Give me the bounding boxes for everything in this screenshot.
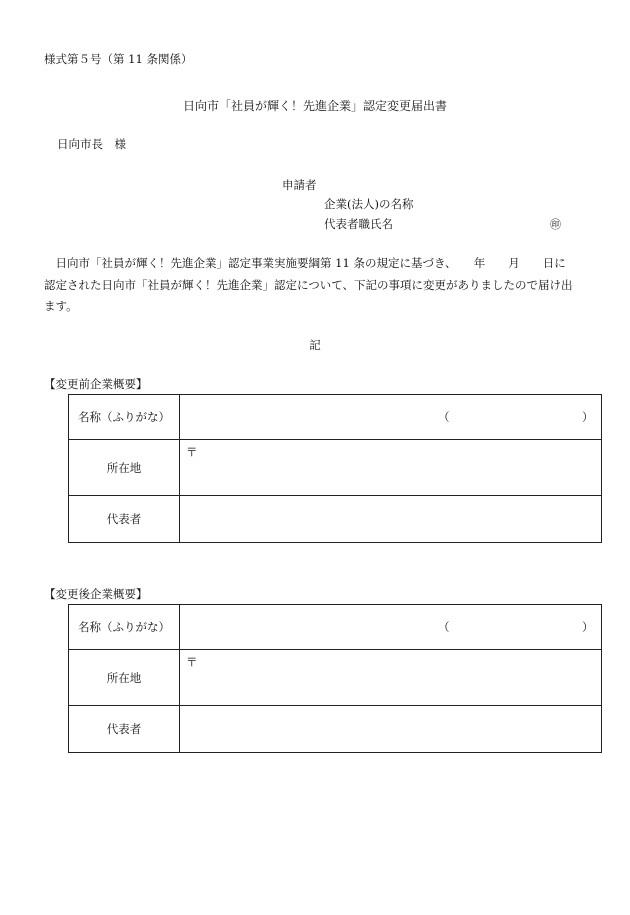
representative-header: 代表者 xyxy=(69,496,180,543)
table-row xyxy=(69,706,602,753)
representative-header: 代表者 xyxy=(69,706,180,753)
ki-heading: 記 xyxy=(309,338,321,352)
company-name-label: 企業(法人)の名称 xyxy=(324,197,414,211)
table-row xyxy=(69,440,602,496)
after-section-label: 【変更後企業概要】 xyxy=(44,587,148,601)
document-title: 日向市「社員が輝く！先進企業」認定変更届出書 xyxy=(182,99,447,113)
name-field[interactable] xyxy=(180,395,602,440)
body-line: ます。 xyxy=(44,299,78,313)
name-header: 名称（ふりがな） xyxy=(69,395,180,440)
table-row xyxy=(69,496,602,543)
address-header: 所在地 xyxy=(69,650,180,706)
paren-close: ） xyxy=(582,620,594,634)
seal-mark: ㊞ xyxy=(550,218,561,231)
before-overview-table xyxy=(68,394,602,543)
address-header: 所在地 xyxy=(69,440,180,496)
name-field[interactable] xyxy=(180,605,602,650)
representative-field[interactable] xyxy=(180,496,602,543)
table-row xyxy=(69,395,602,440)
representative-field[interactable] xyxy=(180,706,602,753)
paren-open: （ xyxy=(438,620,450,634)
postal-mark: 〒 xyxy=(186,655,198,669)
form-number: 様式第５号（第 11 条関係） xyxy=(44,52,193,66)
body-paragraph xyxy=(44,253,592,318)
after-overview-table xyxy=(68,604,602,753)
representative-title-label: 代表者職氏名 xyxy=(324,217,393,231)
applicant-label: 申請者 xyxy=(282,178,317,192)
postal-mark: 〒 xyxy=(186,445,198,459)
address-field[interactable] xyxy=(180,440,602,496)
before-section-label: 【変更前企業概要】 xyxy=(44,377,148,391)
table-row xyxy=(69,605,602,650)
body-line: 日向市「社員が輝く！先進企業」認定事業実施要綱第 11 条の規定に基づき、 年 月 日に xyxy=(44,256,566,270)
name-header: 名称（ふりがな） xyxy=(69,605,180,650)
body-line: 認定された日向市「社員が輝く！先進企業」認定について、下記の事項に変更がありましたので届け出 xyxy=(44,277,573,292)
table-row xyxy=(69,650,602,706)
addressee: 日向市長 様 xyxy=(57,137,126,151)
address-field[interactable] xyxy=(180,650,602,706)
paren-open: （ xyxy=(438,410,450,424)
paren-close: ） xyxy=(582,410,594,424)
